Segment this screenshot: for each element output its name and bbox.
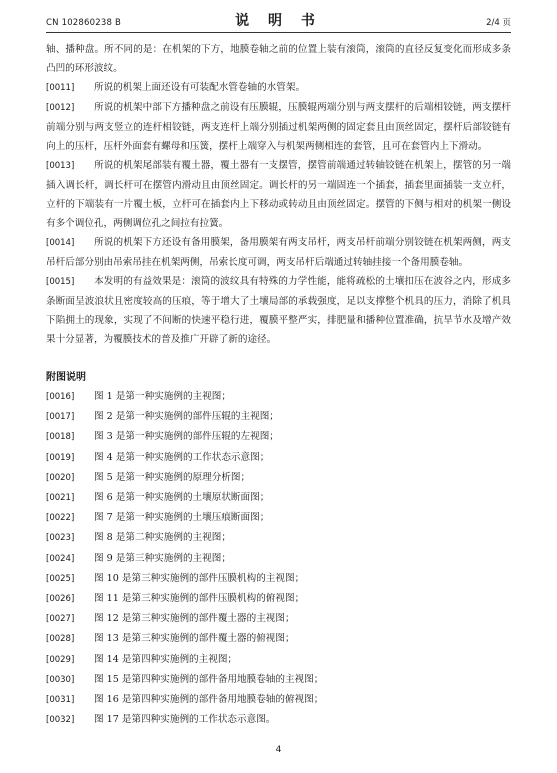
paragraph-number: [0012] [46, 103, 75, 113]
figure-description: 图 11 是第三种实施例的部件压膜机构的俯视图； [94, 593, 305, 605]
paragraph-number: [0028] [46, 634, 75, 645]
figure-description: 图 3 是第一种实施例的部件压辊的左视图； [94, 431, 279, 443]
figure-description: 图 2 是第一种实施例的部件压辊的主视图； [94, 411, 279, 423]
paragraph-text: 所说的机架下方还设有备用膜架，备用膜架有两支吊杆，两支吊杆前端分别铰链在机架两侧，两支吊杆后部分别由吊索吊挂在机架两侧，吊索长度可调，两支吊杆后端通过转轴挂接一个备用膜卷轴。 [46, 237, 511, 268]
figure-description: 图 7 是第一种实施例的土壤压痕断面图； [94, 512, 270, 524]
figure-description: 图 12 是第三种实施例的部件覆土器的主视图； [94, 613, 295, 625]
paragraph [46, 78, 511, 98]
figure-description: 图 16 是第四种实施例的部件备用地膜卷轴的俯视图； [94, 694, 324, 706]
figure-description: 图 4 是第一种实施例的工作状态示意图； [94, 451, 270, 463]
figure-description: 图 15 是第四种实施例的部件备用地膜卷轴的主视图； [94, 673, 324, 685]
paragraph-number: [0031] [46, 695, 75, 706]
paragraph-number: [0017] [46, 412, 75, 423]
paragraph-number: [0022] [46, 513, 75, 524]
section-heading: 附图说明 [46, 372, 86, 383]
paragraph-number: [0021] [46, 493, 75, 504]
paragraph-text: 所说的机架尾部装有覆土器，覆土器有一支摆管，摆管前端通过转轴铰链在机架上，摆管的另一端插入调长杆，调长杆可在摆管内滑动且由顶丝固定。调长杆的另一端固连一个插套，插套里面插装一支立杆，立杆的下端装有一片覆土板，立杆可在插套内上下移动或转动且由顶丝固定。摆管的下侧与相对的机架一侧设有多个调位孔，两侧调位孔之间拉有拉簧。 [46, 160, 511, 229]
paragraph-number: [0026] [46, 594, 75, 605]
paragraph-number: [0029] [46, 654, 75, 665]
paragraph-text: 所说的机架中部下方播种盘之前设有压膜辊，压膜辊两端分别与两支摆杆的后端相铰链，两支摆杆前端分别与两支竖立的连杆相铰链，两支连杆上端分别插过机架两侧的固定套且由顶丝固定，摆杆后部铰链有向上的压杆，压杆外面套有螺母和压簧，摆杆上端穿入与机架两侧相连的套管，且可在套管内上下滑动。 [46, 102, 511, 152]
paragraph-number: [0025] [46, 573, 75, 584]
patent-number: CN 102860238 B [46, 18, 122, 28]
paragraph-number: [0032] [46, 715, 75, 726]
paragraph-number: [0014] [46, 238, 75, 248]
list-item [46, 589, 511, 609]
paragraph-number: [0016] [46, 392, 75, 402]
list-item [46, 609, 511, 629]
page-number: 4 [275, 745, 282, 755]
figure-description: 图 17 是第四种实施例的工作状态示意图。 [94, 714, 276, 726]
list-item [46, 549, 511, 569]
paragraph [46, 98, 511, 156]
list-item [46, 488, 511, 508]
paragraph-number: [0018] [46, 432, 75, 443]
figure-description: 图 6 是第一种实施例的土壤原状断面图； [94, 492, 270, 504]
figure-description: 图 10 是第三种实施例的部件压膜机构的主视图； [94, 572, 305, 584]
document-body [46, 40, 511, 730]
figure-description: 图 1 是第一种实施例的主视图； [94, 391, 231, 402]
list-item [46, 448, 511, 468]
list-item [46, 508, 511, 528]
figure-description: 图 9 是第三种实施例的主视图； [94, 552, 231, 564]
list-item [46, 710, 511, 730]
list-item [46, 670, 511, 690]
paragraph-text: 本发明的有益效果是：滚筒的波纹具有特殊的力学性能，能将疏松的土壤扣压在波谷之内，形成多条断面呈波浪状且密度较高的压痕，等于增大了土壤局部的承载强度，足以支撑整个机具的压力，消除了机具下陷拥土的现象，实现了不间断的快速平稳行进，覆膜平整严实，排肥量和播种位置准确，抗旱节水及增产效果十分显著，为覆膜技术的普及推广开辟了新的途径。 [46, 276, 511, 345]
paragraph-number: [0015] [46, 277, 75, 287]
list-item [46, 407, 511, 427]
figure-description: 图 14 是第四种实施例的主视图； [94, 653, 238, 665]
figure-description: 图 13 是第三种实施例的部件覆土器的俯视图； [94, 633, 295, 645]
list-item [46, 569, 511, 589]
figure-description: 图 5 是第一种实施例的原理分析图； [94, 471, 251, 483]
list-item [46, 427, 511, 447]
paragraph-number: [0019] [46, 452, 75, 463]
paragraph-number: [0027] [46, 614, 75, 625]
paragraph [46, 233, 511, 272]
paragraph-number: [0020] [46, 472, 75, 483]
paragraph-number: [0030] [46, 674, 75, 685]
list-item [46, 629, 511, 649]
paragraph-continued [46, 40, 511, 78]
list-item [46, 528, 511, 548]
paragraph-text: 轴、播种盘。所不同的是：在机架的下方，地膜卷轴之前的位置上装有滚筒，滚筒的直径反复变化而形成多条凸凹的环形波纹。 [46, 44, 511, 74]
page-indicator: 2/4 页 [486, 18, 511, 28]
paragraph-number: [0024] [46, 553, 75, 564]
figure-description: 图 8 是第二种实施例的主视图； [94, 532, 231, 544]
figure-list [46, 387, 511, 730]
paragraph-number: [0023] [46, 533, 75, 544]
paragraph-number: [0013] [46, 161, 75, 171]
list-item [46, 468, 511, 488]
paragraph-number: [0011] [46, 83, 75, 93]
paragraph [46, 272, 511, 349]
list-item [46, 690, 511, 710]
paragraph [46, 156, 511, 233]
page-header [46, 10, 511, 33]
list-item [46, 387, 511, 407]
list-item [46, 650, 511, 670]
document-title: 说 明 书 [235, 13, 322, 29]
paragraph-text: 所说的机架上面还设有可装配水管卷轴的水管架。 [94, 82, 306, 93]
